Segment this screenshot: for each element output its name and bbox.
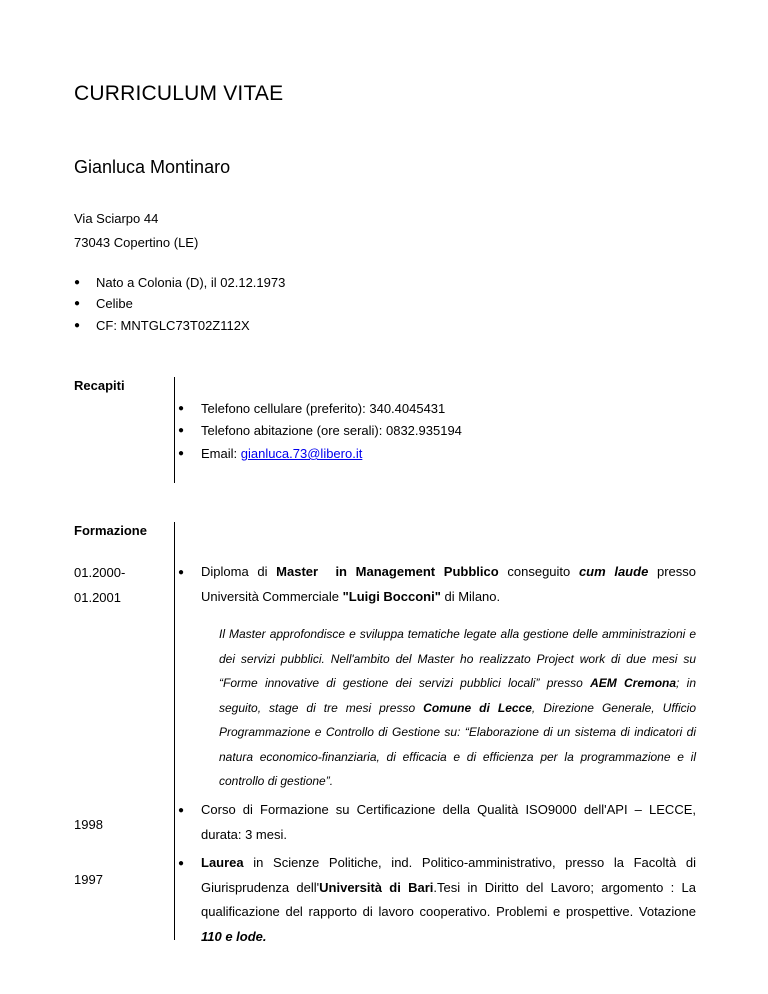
email-label: Email: <box>201 446 241 461</box>
bullet-icon: ● <box>178 858 185 869</box>
bullet-icon: ● <box>178 805 185 816</box>
laurea-text: Laurea in Scienze Politiche, ind. Politico-amministrativo, presso la Facoltà di Giurisprudenza dell'Università di Bari.Tesi in Diritto del Lavoro; argomento : La qualificazione del rapporto di lavoro cooperativo. Problemi e prospettive. Votazione 110 e lode. <box>201 855 696 945</box>
formazione-heading: Formazione <box>74 523 147 538</box>
master-date-start: 01.2000- <box>74 565 126 580</box>
bullet-icon: ● <box>178 425 185 436</box>
mobile-phone-text: Telefono cellulare (preferito): 340.4045431 <box>201 401 446 416</box>
master-description <box>219 622 696 794</box>
bullet-icon: ● <box>178 448 185 459</box>
bullet-icon: ● <box>74 298 81 309</box>
bullet-icon: ● <box>74 277 81 288</box>
address-street: Via Sciarpo 44 <box>74 211 159 226</box>
email-link[interactable]: gianluca.73@libero.it <box>240 446 363 461</box>
personal-status-text: Celibe <box>96 296 133 311</box>
corso-date: 1998 <box>74 817 103 832</box>
corso-entry <box>178 803 696 847</box>
recapiti-heading: Recapiti <box>74 378 125 393</box>
master-date-end: 01.2001 <box>74 590 121 605</box>
person-name: Gianluca Montinaro <box>74 157 231 177</box>
master-text: Diploma di Master in Management Pubblico conseguito cum laude presso Università Commerciale "Luigi Bocconi" di Milano. <box>201 564 697 604</box>
master-description-text: Il Master approfondisce e sviluppa tematiche legate alla gestione delle amministrazioni e dei servizi pubblici. Nell'ambito del Master ho realizzato Project work di due mesi su “Forme innovative di gestione dei servizi pubblici locali” presso AEM Cremona; in seguito, stage di tre mesi presso Comune di Lecce, Direzione Generale, Ufficio Programmazione e Controllo di Gestione su: “Elaborazione di un sistema di indicatori di natura economico-finanziaria, di efficacia e di efficienza per la programmazione e il controllo di gestione”. <box>219 627 696 788</box>
master-entry <box>178 565 696 609</box>
bullet-icon: ● <box>178 403 185 414</box>
bullet-icon: ● <box>74 320 81 331</box>
personal-cf-text: CF: MNTGLC73T02Z112X <box>96 318 250 333</box>
personal-birth-text: Nato a Colonia (D), il 02.12.1973 <box>96 275 286 290</box>
laurea-date: 1997 <box>74 872 103 887</box>
address-city: 73043 Copertino (LE) <box>74 235 199 250</box>
document-title: CURRICULUM VITAE <box>74 82 284 105</box>
recapiti-divider <box>174 377 175 483</box>
formazione-divider <box>174 522 175 940</box>
bullet-icon: ● <box>178 567 185 578</box>
corso-text: Corso di Formazione su Certificazione della Qualità ISO9000 dell'API – LECCE, durata: 3 mesi. <box>201 802 696 842</box>
home-phone-text: Telefono abitazione (ore serali): 0832.935194 <box>201 423 462 438</box>
laurea-entry <box>178 856 696 950</box>
